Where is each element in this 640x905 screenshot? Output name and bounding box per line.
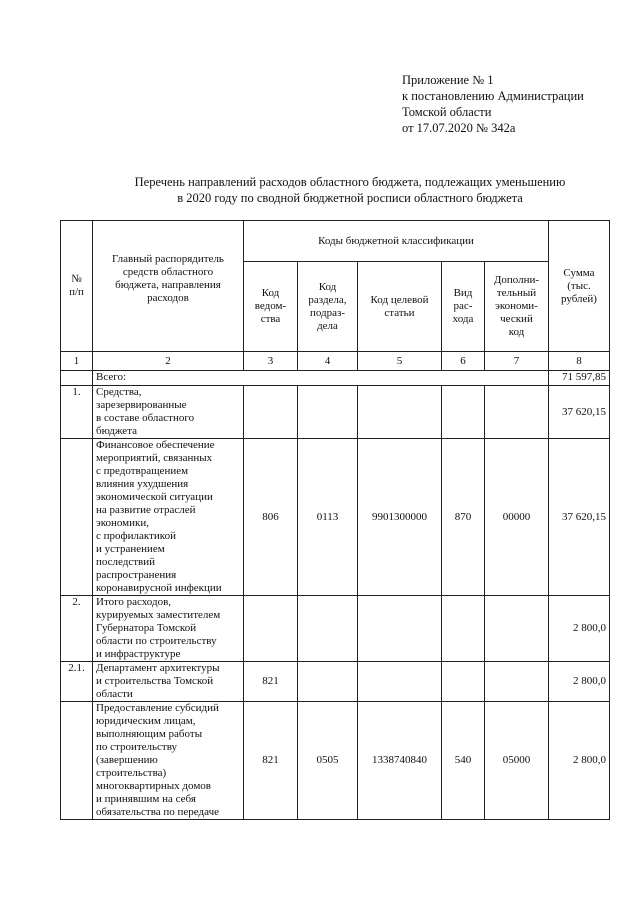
row-razdel: 0113 [298,439,358,596]
column-number-row [61,352,610,371]
table-row [61,596,610,662]
appendix-line: Приложение № 1 [402,73,494,87]
row-target [358,596,442,662]
header-vid: Вид рас- хода [442,262,485,352]
row-target [358,662,442,702]
header-razdel: Код раздела, подраз- дела [298,262,358,352]
row-extra [485,662,549,702]
row-target: 1338740840 [358,702,442,820]
header-ved: Код ведом- ства [244,262,298,352]
row-vid [442,596,485,662]
total-empty [61,371,93,386]
row-extra [485,386,549,439]
title-line: Перечень направлений расходов областного бюджета, подлежащих уменьшению [134,175,566,189]
row-sum: 37 620,15 [549,386,610,439]
row-razdel [298,596,358,662]
row-name: Средства, зарезервированные в составе областного бюджета [93,386,244,439]
budget-table [60,220,610,820]
row-num: 2. [61,596,93,662]
row-razdel: 0505 [298,702,358,820]
row-sum: 2 800,0 [549,662,610,702]
header-sum: Сумма (тыс. рублей) [549,221,610,352]
row-target [358,386,442,439]
row-vid [442,662,485,702]
table-row [61,439,610,596]
header-num: № п/п [61,221,93,352]
total-sum: 71 597,85 [549,371,610,386]
row-ved: 821 [244,662,298,702]
col-number: 4 [298,352,358,371]
col-number: 5 [358,352,442,371]
col-number: 7 [485,352,549,371]
row-extra [485,596,549,662]
col-number: 1 [61,352,93,371]
row-num [61,702,93,820]
row-num: 1. [61,386,93,439]
table-row [61,386,610,439]
header-main: Главный распорядитель средств областного бюджета, направления расходов [93,221,244,352]
row-vid: 540 [442,702,485,820]
header-extra: Дополни- тельный экономи- ческий код [485,262,549,352]
row-num: 2.1. [61,662,93,702]
appendix-line: от 17.07.2020 № 342а [402,121,516,135]
table-row [61,662,610,702]
row-sum: 2 800,0 [549,702,610,820]
row-target: 9901300000 [358,439,442,596]
document-title [60,174,640,206]
row-vid [442,386,485,439]
col-number: 2 [93,352,244,371]
row-sum: 2 800,0 [549,596,610,662]
row-ved: 806 [244,439,298,596]
col-number: 6 [442,352,485,371]
row-sum: 37 620,15 [549,439,610,596]
appendix-line: Томской области [402,105,492,119]
row-razdel [298,662,358,702]
table-row [61,702,610,820]
row-name: Итого расходов, курируемых заместителем Губернатора Томской области по строительству и инфраструктуре [93,596,244,662]
total-label: Всего: [93,371,549,386]
row-ved: 821 [244,702,298,820]
header-row [61,221,610,262]
appendix-line: к постановлению Администрации [402,89,584,103]
title-line: в 2020 году по сводной бюджетной росписи областного бюджета [177,191,523,205]
row-num [61,439,93,596]
row-vid: 870 [442,439,485,596]
row-name: Финансовое обеспечение мероприятий, связанных с предотвращением влияния ухудшения экономической ситуации на развитие отраслей экономики, с профилактикой и устранением последствий распространения коронавирусной инфекции [93,439,244,596]
col-number: 3 [244,352,298,371]
row-razdel [298,386,358,439]
row-ved [244,386,298,439]
appendix-block [402,72,584,136]
header-target: Код целевой статьи [358,262,442,352]
total-row [61,371,610,386]
row-name: Департамент архитектуры и строительства Томской области [93,662,244,702]
row-name: Предоставление субсидий юридическим лицам, выполняющим работы по строительству (завершению строительства) многоквартирных домов и принявшим на себя обязательства по передаче [93,702,244,820]
row-ved [244,596,298,662]
col-number: 8 [549,352,610,371]
header-codes: Коды бюджетной классификации [244,221,549,262]
row-extra: 05000 [485,702,549,820]
row-extra: 00000 [485,439,549,596]
